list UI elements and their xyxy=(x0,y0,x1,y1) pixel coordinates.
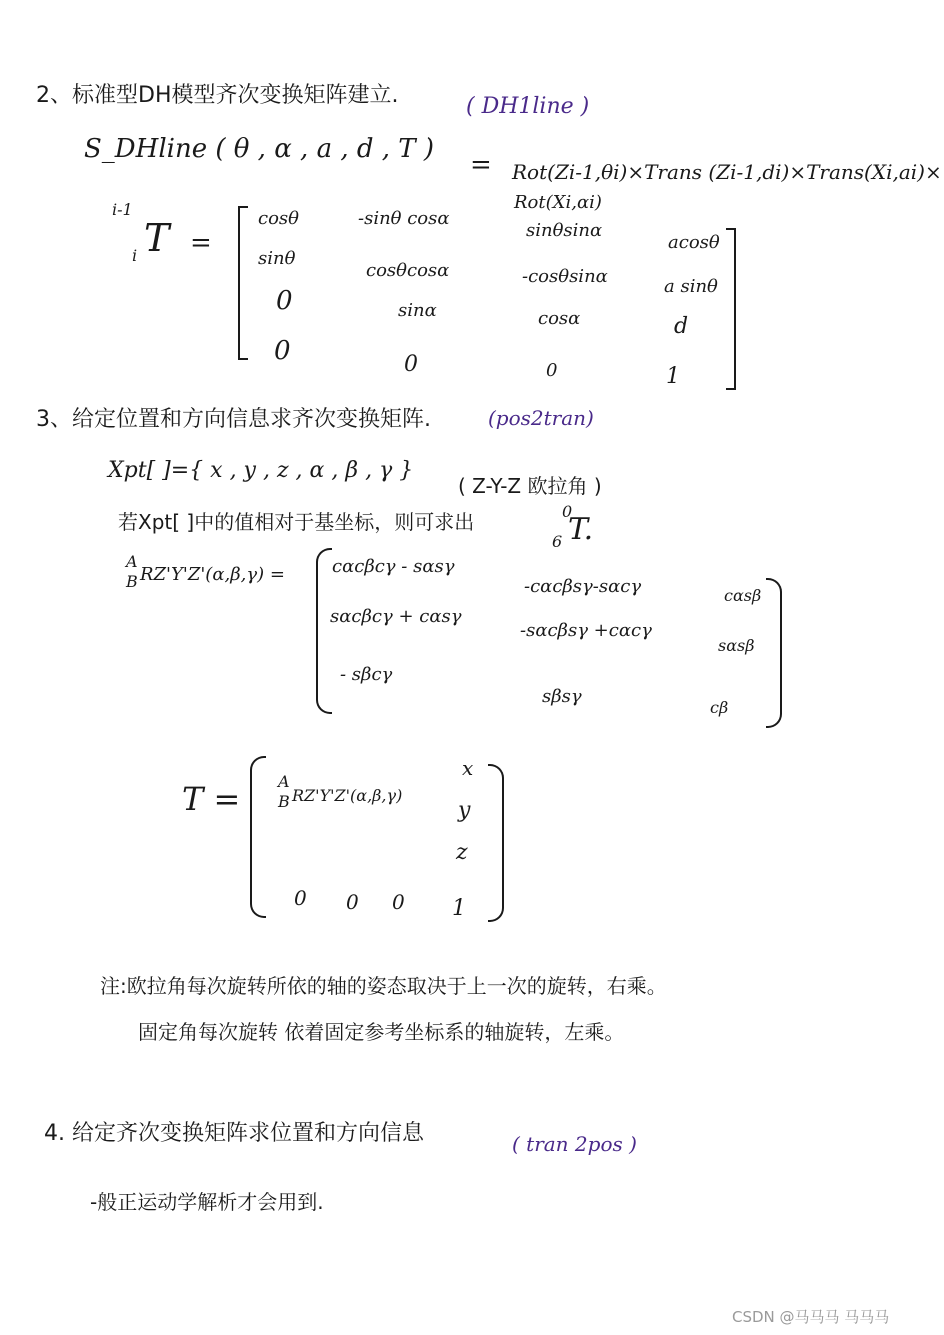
fixed-angle-note: 固定角每次旋转 依着固定参考坐标系的轴旋转，左乘。 xyxy=(138,1020,625,1044)
rotation-matrix-cell: -sαcβsγ +cαcγ xyxy=(520,620,652,641)
dh-formula-equals: = xyxy=(470,150,492,180)
transform-rotation-subscript: B xyxy=(278,792,290,811)
euler-rotation-note: 注:欧拉角每次旋转所依的轴的姿态取决于上一次的旋转，右乘。 xyxy=(100,974,667,998)
euler-angle-note: ( Z-Y-Z 欧拉角 ) xyxy=(458,474,602,498)
dh-matrix-equals: = xyxy=(190,228,212,258)
csdn-watermark: CSDN @马马马 马马马 xyxy=(732,1308,890,1326)
desc-T-subscript: 6 xyxy=(552,532,563,551)
desc-T-letter: T. xyxy=(568,512,594,547)
dh-matrix-cell: -sinθ cosα xyxy=(358,208,450,229)
rotation-matrix-right-bracket xyxy=(766,578,782,728)
dh-matrix-cell: cosα xyxy=(538,308,581,329)
dh-formula-lhs: S_DHline ( θ , α , a , d , T ) xyxy=(84,134,435,164)
dh-matrix-cell: cosθ xyxy=(258,208,299,229)
rotation-matrix-cell: - sβcγ xyxy=(340,664,393,685)
dh-matrix-right-bracket xyxy=(726,228,736,390)
rotation-matrix-label: RZ'Y'Z'(α,β,γ) = xyxy=(140,564,285,585)
transform-column-value: x xyxy=(462,756,474,780)
rotation-matrix-cell: cαsβ xyxy=(724,586,762,605)
dh-matrix-cell: 1 xyxy=(666,364,680,389)
transform-column-value: y xyxy=(458,798,471,823)
dh-matrix-cell: a sinθ xyxy=(664,276,718,297)
transform-matrix-left-bracket xyxy=(250,756,266,918)
rotation-matrix-cell: sαsβ xyxy=(718,636,755,655)
section-2-heading: 2、标准型DH模型齐次变换矩阵建立. xyxy=(36,83,399,108)
dh-matrix-letter: T xyxy=(144,216,170,260)
transform-matrix-letter: T = xyxy=(182,780,241,818)
transform-column-value: z xyxy=(456,840,468,865)
rotation-matrix-cell: sαcβcγ + cαsγ xyxy=(330,606,462,627)
transform-bottom-zero: 0 xyxy=(294,886,307,910)
transform-column-value: 1 xyxy=(452,896,466,921)
rotation-subscript: B xyxy=(126,572,138,591)
dh-matrix-left-bracket xyxy=(238,206,248,360)
transform-rotation-superscript: A xyxy=(278,772,290,791)
rotation-matrix-left-bracket xyxy=(316,548,332,714)
dh-matrix-cell: sinθ xyxy=(258,248,296,269)
forward-kinematics-note: -般正运动学解析才会用到. xyxy=(90,1190,324,1214)
dh-matrix-cell: d xyxy=(674,314,689,339)
rotation-matrix-cell: cβ xyxy=(710,698,729,717)
transform-bottom-zero: 0 xyxy=(392,890,405,914)
rotation-matrix-cell: cαcβcγ - sαsγ xyxy=(332,556,455,577)
transform-matrix-right-bracket xyxy=(488,764,504,922)
dh-matrix-cell: 0 xyxy=(274,336,291,366)
dh-matrix-cell: -cosθsinα xyxy=(522,266,608,287)
dh-matrix-cell: 0 xyxy=(276,286,293,316)
rotation-superscript: A xyxy=(126,552,138,571)
dh-formula-rhs-line1: Rot(Zi-1,θi)×Trans (Zi-1,di)×Trans(Xi,ai)× xyxy=(512,160,942,184)
rotation-matrix-cell: -cαcβsγ-sαcγ xyxy=(524,576,642,597)
section-3-function-name: (pos2tran) xyxy=(488,406,594,430)
dh-matrix-cell: 0 xyxy=(546,360,558,381)
desc-T-superscript: 0 xyxy=(562,502,573,521)
dh-matrix-cell: cosθcosα xyxy=(366,260,450,281)
dh-matrix-cell: acosθ xyxy=(668,232,720,253)
dh-formula-rhs-line2: Rot(Xi,αi) xyxy=(514,192,602,213)
transform-rotation-label: RZ'Y'Z'(α,β,γ) xyxy=(292,786,403,805)
dh-matrix-superscript: i-1 xyxy=(112,200,133,219)
dh-matrix-cell: sinθsinα xyxy=(526,220,603,241)
rotation-matrix-cell: sβsγ xyxy=(542,686,582,707)
section-4-function-name: ( tran 2pos ) xyxy=(512,1132,637,1156)
section-3-heading: 3、给定位置和方向信息求齐次变换矩阵. xyxy=(36,407,431,432)
transform-bottom-zero: 0 xyxy=(346,890,359,914)
dh-matrix-cell: 0 xyxy=(404,352,418,377)
section-2-function-name: ( DH1line ) xyxy=(466,94,590,119)
xpt-definition: Xpt[ ]={ x , y , z , α , β , γ } xyxy=(108,458,414,483)
dh-matrix-subscript: i xyxy=(132,246,138,265)
section-4-heading: 4. 给定齐次变换矩阵求位置和方向信息 xyxy=(44,1121,424,1146)
base-frame-description: 若Xpt[ ]中的值相对于基坐标，则可求出 xyxy=(118,510,475,534)
dh-matrix-cell: sinα xyxy=(398,300,437,321)
